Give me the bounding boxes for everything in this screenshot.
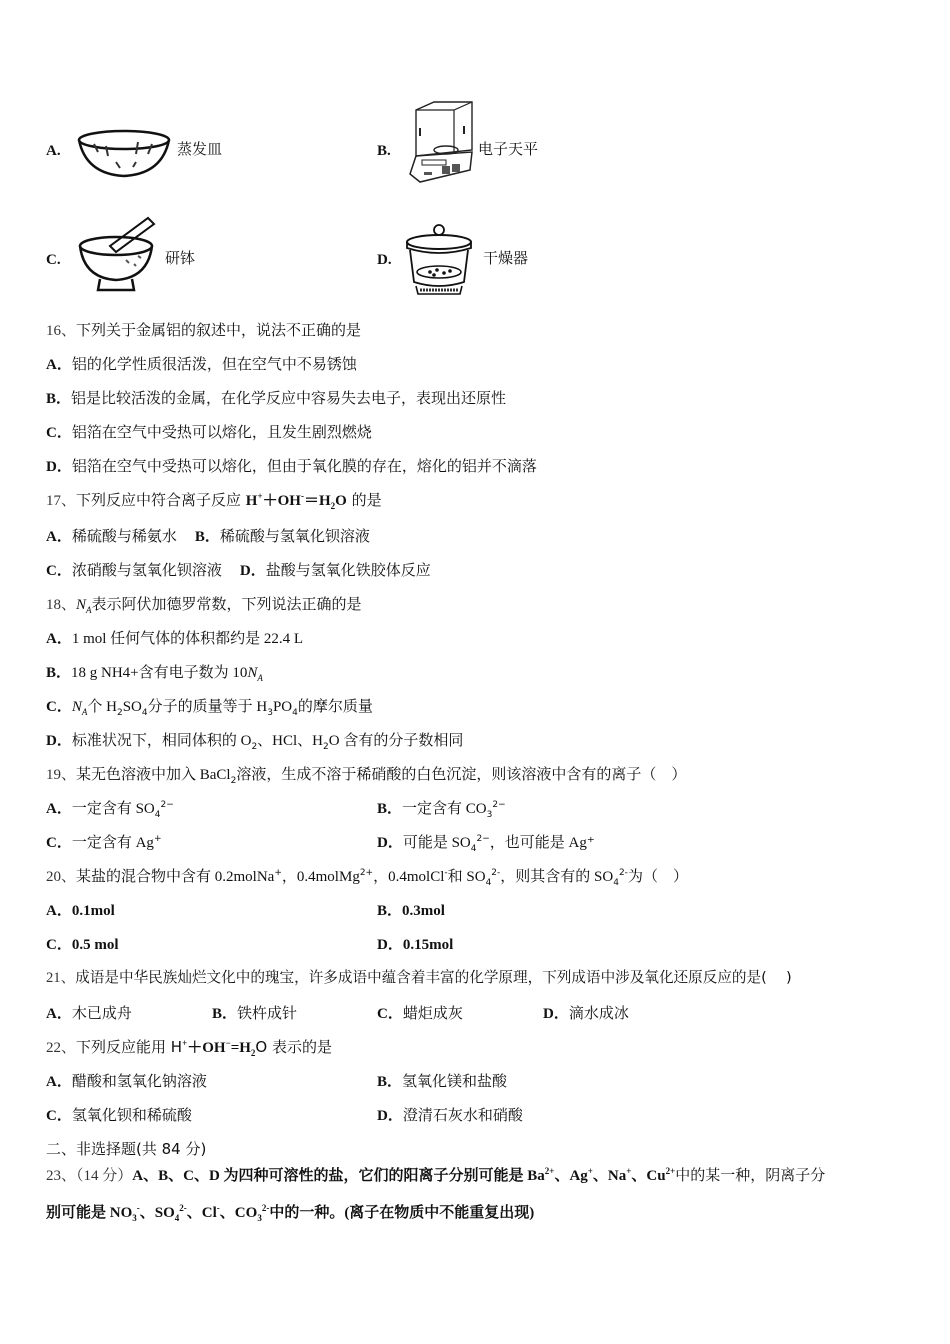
question-20-stem: 20、某盐的混合物中含有 0.2molNa+，0.4molMg$^{2+}$，0.4molCl-和 $SO_4^{2-}$，则其含有的 $SO_4^{2-}$为（ ） <box>46 867 688 888</box>
question-22-option-b: B．氢氧化镁和盐酸 <box>377 1072 508 1090</box>
option-label: A. <box>46 143 61 159</box>
question-22-option-c: C．氢氧化钡和稀硫酸 <box>46 1106 192 1124</box>
question-18-option-a: A．1 mol 任何气体的体积都约是 22.4 L <box>46 631 304 647</box>
question-22-option-d: D．澄清石灰水和硝酸 <box>377 1106 523 1124</box>
question-19-stem: 19、某无色溶液中加入 BaCl$_2$溶液，生成不溶于稀硝酸的白色沉淀，则该溶液中含有的离子（ ） <box>46 765 687 786</box>
question-22-option-a: A．醋酸和氢氧化钠溶液 <box>46 1072 207 1090</box>
question-17-options-cd: C．浓硝酸与氢氧化钡溶液 D．盐酸与氢氧化铁胶体反应 <box>46 561 431 579</box>
question-16-option-c: C．铝箔在空气中受热可以熔化，且发生剧烈燃烧 <box>46 423 372 441</box>
question-20-option-c: C．0.5 mol <box>46 937 119 953</box>
option-label: D. <box>377 252 392 268</box>
question-21-option-c: C．蜡炬成灰 <box>377 1004 463 1022</box>
question-17-options-ab: A．稀硫酸与稀氨水 B．稀硫酸与氢氧化钡溶液 <box>46 527 370 545</box>
question-16-stem: 16、下列关于金属铝的叙述中，说法不正确的是 <box>46 321 362 339</box>
option-label: B. <box>377 143 391 159</box>
evaporating-dish-icon <box>76 128 172 180</box>
option-name: 电子天平 <box>478 140 539 158</box>
question-21-option-a: A．木已成舟 <box>46 1004 132 1022</box>
question-21-option-d: D．滴水成冰 <box>543 1004 629 1022</box>
question-20-option-b: B．0.3mol <box>377 903 445 919</box>
option-name: 干燥器 <box>483 249 529 267</box>
question-20-option-a: A．0.1mol <box>46 903 115 919</box>
option-name: 研钵 <box>165 249 196 267</box>
question-16-option-b: B．铝是比较活泼的金属，在化学反应中容易失去电子，表现出还原性 <box>46 389 507 407</box>
question-19-option-b: B．一定含有 $CO_3^{2-}$ <box>377 800 506 820</box>
question-21-stem: 21、成语是中华民族灿烂文化中的瑰宝，许多成语中蕴含着丰富的化学原理，下列成语中涉及氧化还原反应的是( ) <box>46 969 792 986</box>
question-17-stem: 17、下列反应中符合离子反应 $H^++OH^-=H_2O$ 的是 <box>46 491 382 511</box>
question-number: 16、 <box>46 323 77 339</box>
electronic-balance-icon <box>406 100 476 184</box>
mortar-pestle-icon <box>76 216 160 296</box>
question-20-option-d: D．0.15mol <box>377 937 454 953</box>
question-18-option-d: D．标准状况下，相同体积的 $O_2$、HCl、$H_2O$ 含有的分子数相同 <box>46 733 464 752</box>
question-16-option-a: A．铝的化学性质很活泼，但在空气中不易锈蚀 <box>46 355 357 373</box>
question-23-line-2: 别可能是 $NO_3^-$、$SO_4^{2-}$、Cl-、$CO_3^{2-}$中的一种。(离子在物质中不能重复出现) <box>46 1203 535 1223</box>
question-18-option-c: C．$N_A$个 $H_2SO_4$分子的质量等于 $H_3PO_4$的摩尔质量 <box>46 697 373 718</box>
question-19-option-d: D．可能是 $SO_4^{2-}$，也可能是 Ag⁺ <box>377 834 595 854</box>
question-18-option-b: B．18 g NH4+含有电子数为 $10N_A$ <box>46 665 263 683</box>
question-22-stem: 22、下列反应能用 $H^++OH^-=H_2O$ 表示的是 <box>46 1038 332 1058</box>
question-19-option-c: C．一定含有 Ag+ <box>46 834 162 851</box>
question-16-option-d: D．铝箔在空气中受热可以熔化，但由于氧化膜的存在，熔化的铝并不滴落 <box>46 457 537 475</box>
question-23-line-1: 23、（14 分）A、B、C、D 为四种可溶性的盐，它们的阳离子分别可能是 $Ba^{2+}$、Ag+、Na+、$Cu^{2+}$中的某一种，阴离子分 <box>46 1166 826 1184</box>
question-18-stem: 18、$N_A$表示阿伏加德罗常数，下列说法正确的是 <box>46 595 362 615</box>
question-19-option-a: A．一定含有 $SO_4^{2-}$ <box>46 800 174 820</box>
desiccator-icon <box>404 222 474 298</box>
option-name: 蒸发皿 <box>177 140 223 158</box>
question-21-option-b: B．铁杵成针 <box>212 1004 298 1022</box>
section-heading: 二、非选择题(共 84 分) <box>46 1140 207 1158</box>
option-label: C. <box>46 252 61 268</box>
